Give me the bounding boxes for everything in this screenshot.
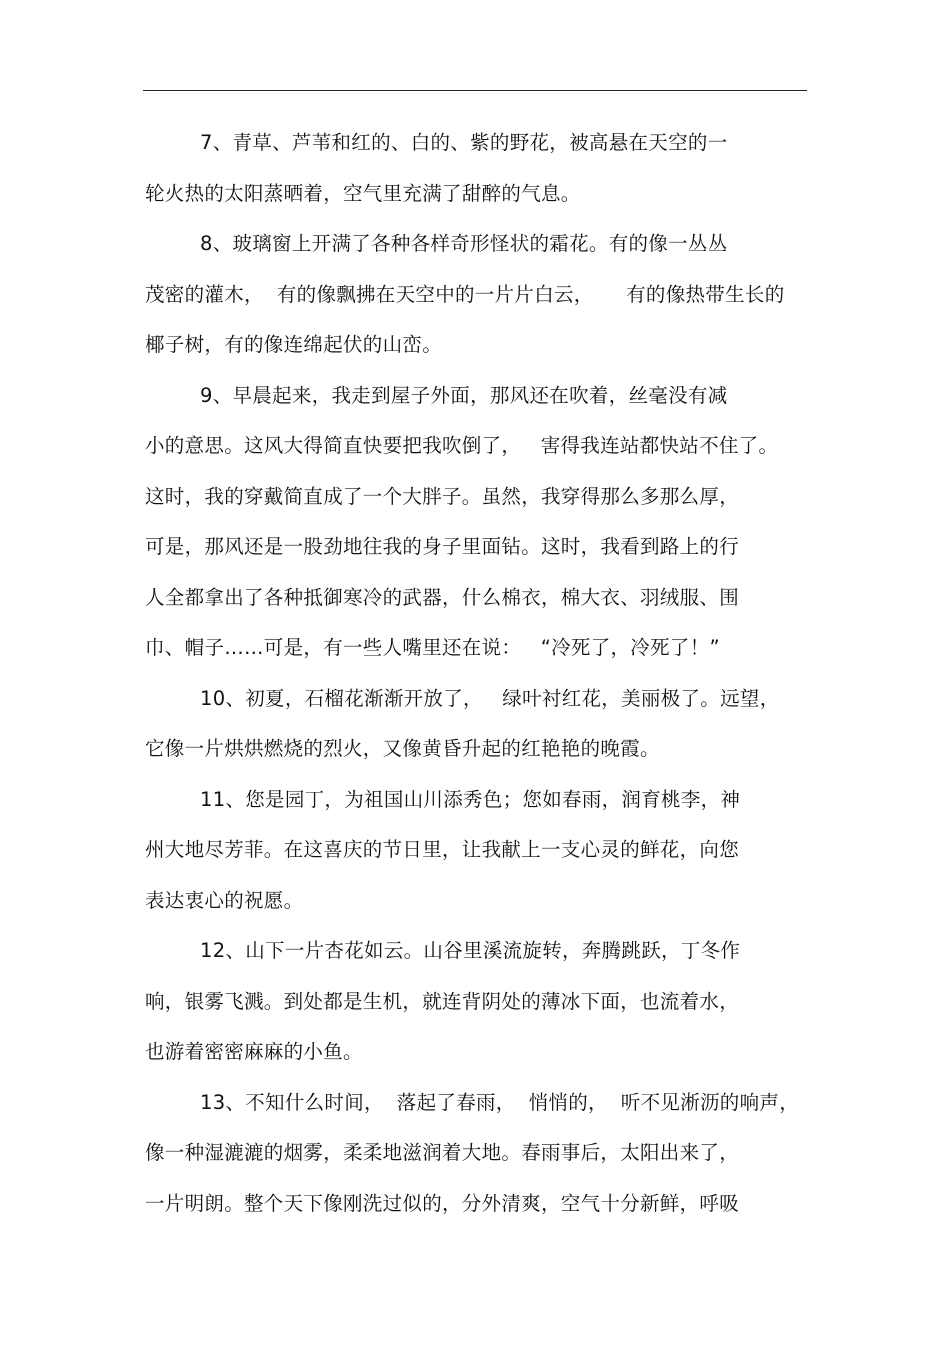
document-body [145, 118, 805, 1229]
text-line: 椰子树，有的像连绵起伏的山峦。 [145, 333, 443, 356]
text-line: 13、不知什么时间， 落起了春雨， 悄悄的， 听不见淅沥的响声， [200, 1090, 800, 1114]
text-line: 这时，我的穿戴简直成了一个大胖子。虽然，我穿得那么多那么厚， [145, 484, 740, 508]
text-line: 可是，那风还是一股劲地往我的身子里面钻。这时，我看到路上的行 [145, 535, 740, 558]
text-line: 11、您是园丁，为祖国山川添秀色；您如春雨，润育桃李，神 [200, 787, 741, 811]
text-line: 也游着密密麻麻的小鱼。 [145, 1040, 363, 1063]
text-line: 10、初夏，石榴花渐渐开放了， 绿叶衬红花，美丽极了。远望， [200, 686, 780, 710]
text-line: 轮火热的太阳蒸晒着，空气里充满了甜醉的气息。 [145, 181, 581, 205]
paragraph-12 [145, 926, 805, 1078]
text-line: 州大地尽芳菲。在这喜庆的节日里，让我献上一支心灵的鲜花，向您 [145, 838, 740, 861]
text-line: 表达衷心的祝愿。 [145, 888, 304, 912]
text-line: 巾、帽子……可是，有一些人嘴里还在说： “冷死了，冷死了！” [145, 636, 720, 659]
text-line: 响，银雾飞溅。到处都是生机，就连背阴处的薄冰下面，也流着水， [145, 989, 740, 1013]
paragraph-9 [145, 371, 805, 674]
text-line: 小的意思。这风大得简直快要把我吹倒了， 害得我连站都快站不住了。 [145, 434, 779, 457]
text-line: 9、早晨起来，我走到屋子外面，那风还在吹着，丝毫没有减 [200, 383, 728, 407]
text-line: 8、玻璃窗上开满了各种各样奇形怪状的霜花。有的像一丛丛 [200, 232, 728, 255]
text-line: 一片明朗。整个天下像刚洗过似的，分外清爽，空气十分新鲜，呼吸 [145, 1191, 740, 1215]
paragraph-13 [145, 1078, 805, 1230]
paragraph-10 [145, 674, 805, 775]
paragraph-11 [145, 775, 805, 927]
text-line: 茂密的灌木， 有的像飘拂在天空中的一片片白云， 有的像热带生长的 [145, 282, 785, 306]
paragraph-8 [145, 219, 805, 371]
text-line: 12、山下一片杏花如云。山谷里溪流旋转，奔腾跳跃，丁冬作 [200, 939, 741, 962]
text-line: 人全都拿出了各种抵御寒冷的武器，什么棉衣，棉大衣、羽绒服、围 [145, 585, 740, 609]
text-line: 像一种湿漉漉的烟雾，柔柔地滋润着大地。春雨事后，太阳出来了， [145, 1141, 740, 1164]
header-rule [143, 90, 807, 91]
text-line: 7、青草、芦苇和红的、白的、紫的野花，被高悬在天空的一 [200, 131, 728, 154]
text-line: 它像一片烘烘燃烧的烈火，又像黄昏升起的红艳艳的晚霞。 [145, 737, 660, 760]
paragraph-7 [145, 118, 805, 219]
